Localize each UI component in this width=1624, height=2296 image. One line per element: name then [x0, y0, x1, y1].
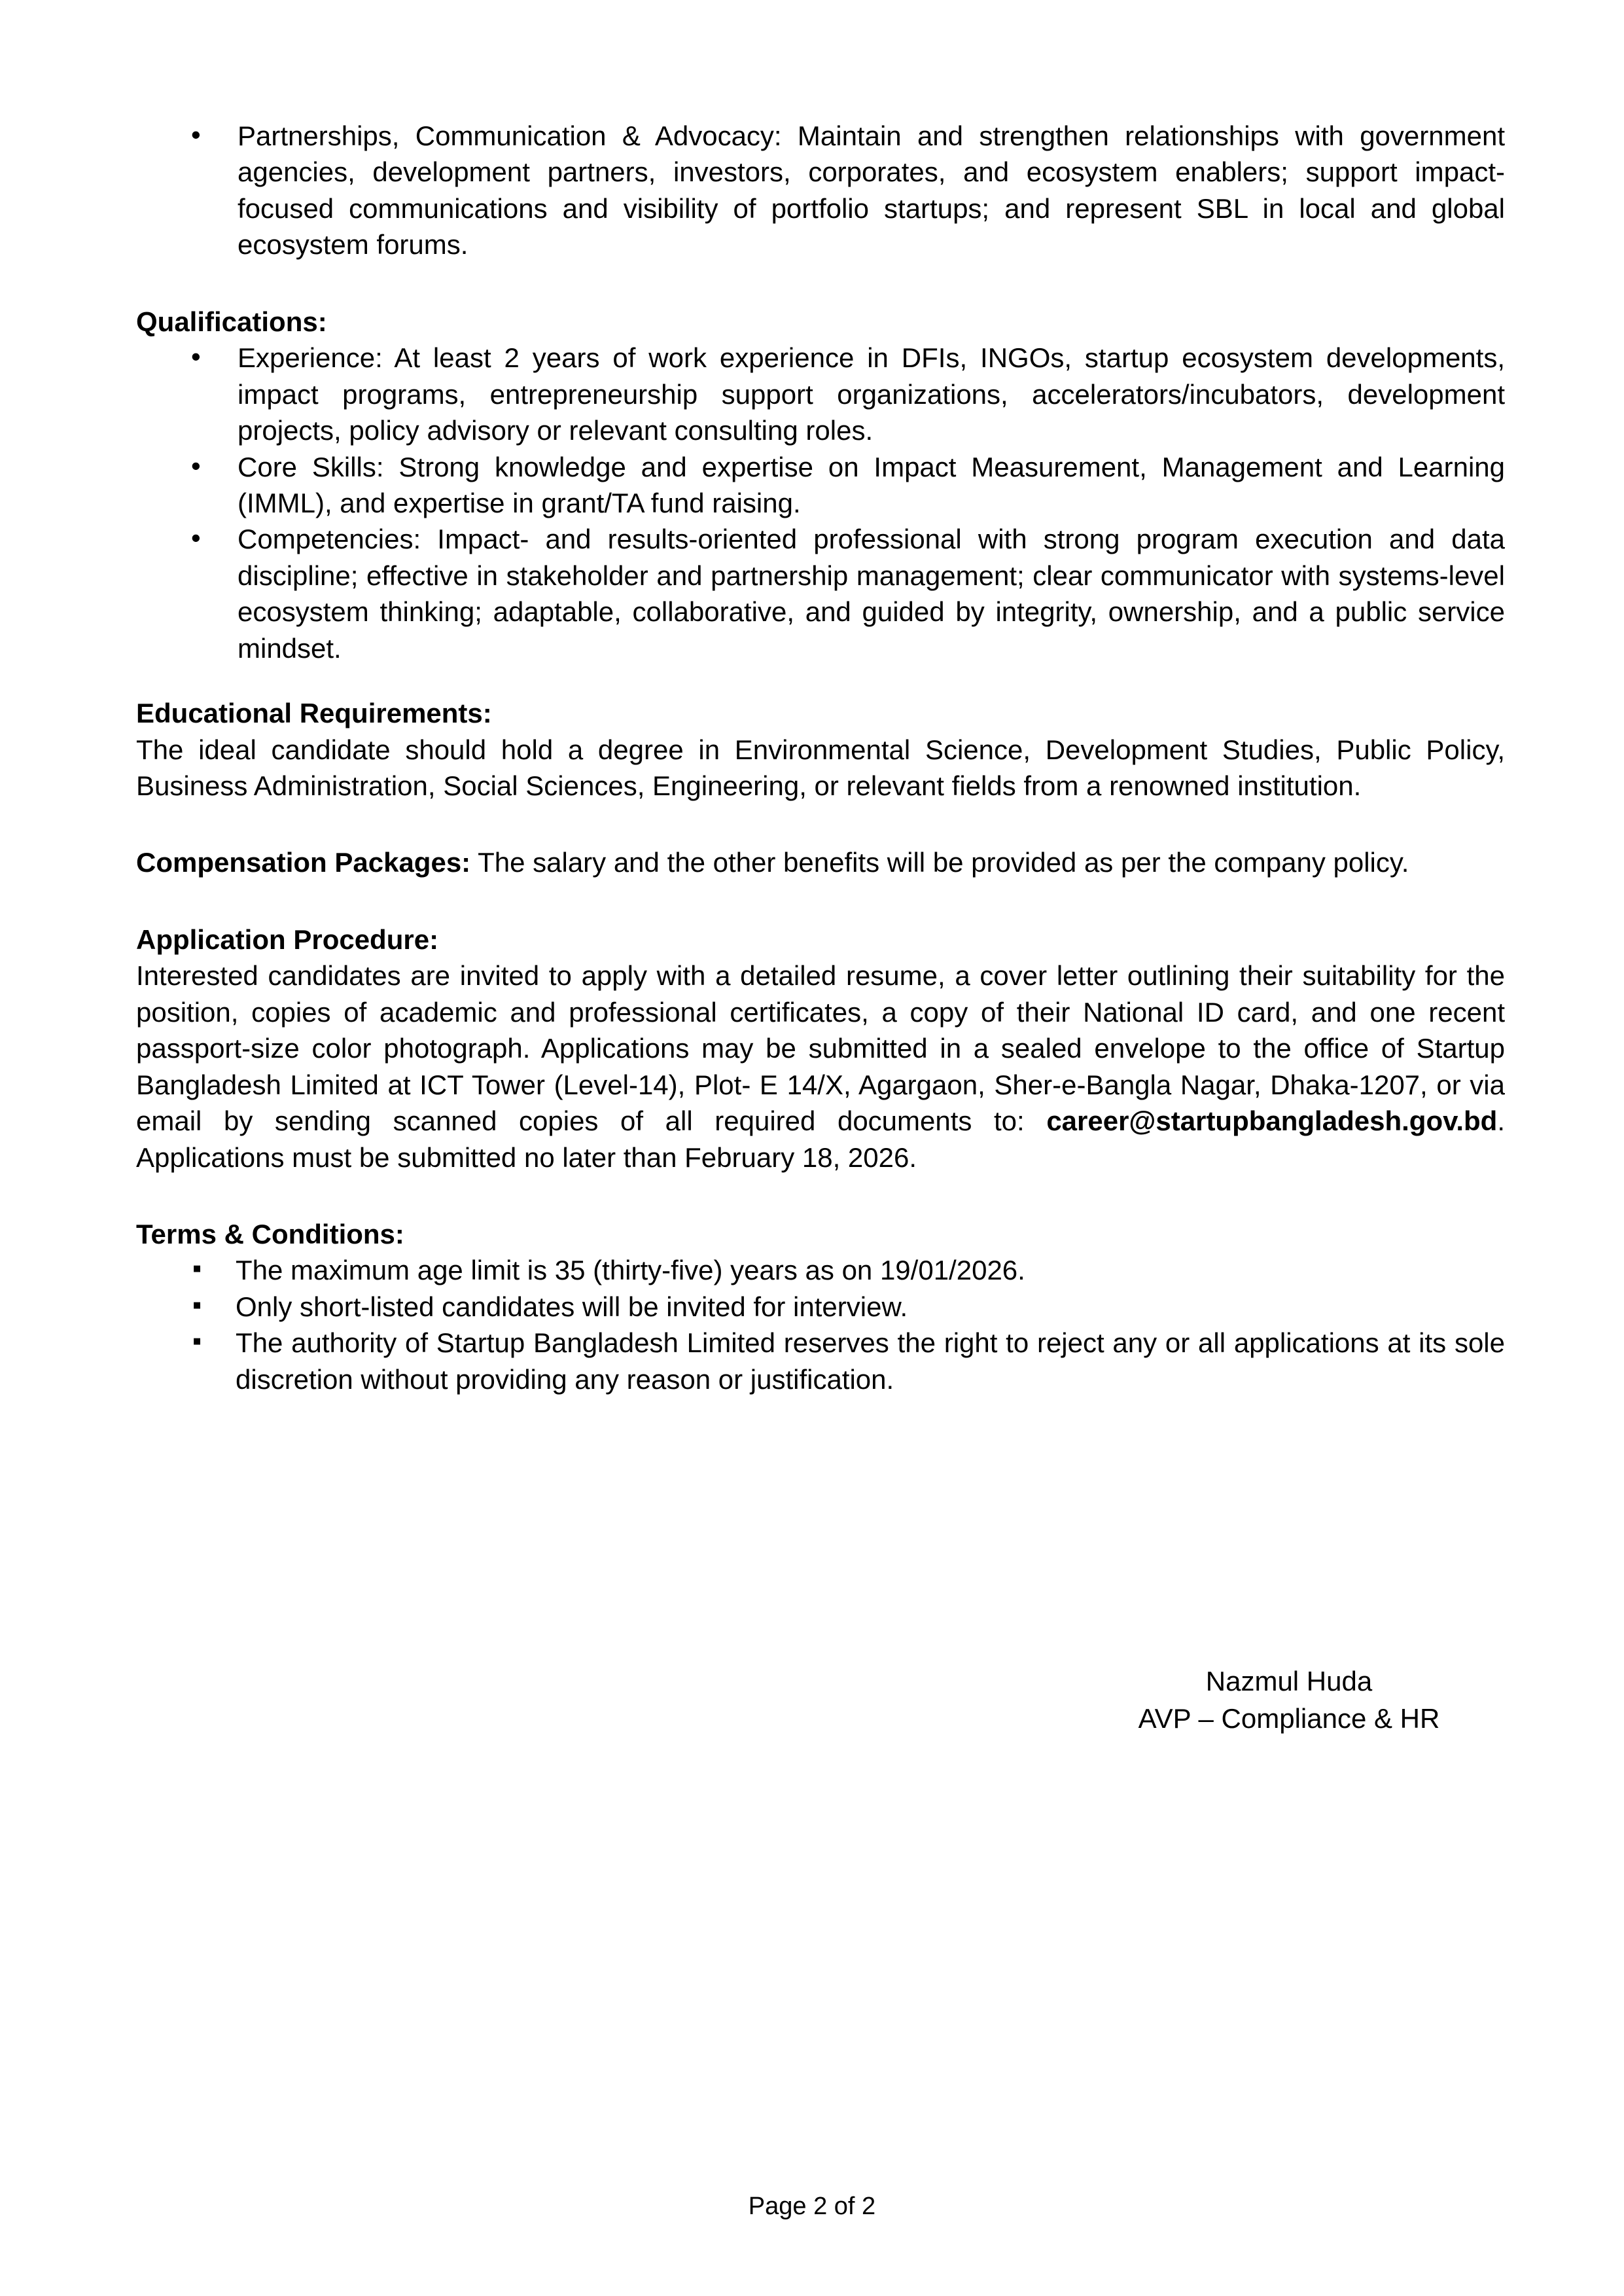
- list-item: [136, 340, 1505, 448]
- list-item: [136, 449, 1505, 522]
- terms-conditions-heading: Terms & Conditions:: [136, 1218, 404, 1249]
- application-procedure-text-part2: . Applications must be submitted no later than February 18, 2026.: [136, 1105, 1505, 1173]
- qualification-text: Core Skills: Strong knowledge and expertise on Impact Measurement, Management and Learning (IMML), and expertise in grant/TA fund raising.: [238, 451, 1505, 518]
- page-content: [136, 118, 1505, 1397]
- qualifications-list: [136, 340, 1505, 666]
- application-procedure-heading-colon: :: [429, 924, 439, 955]
- application-procedure-body: [136, 958, 1505, 1175]
- list-item: [136, 118, 1505, 263]
- educational-requirements-heading: Educational Requirements:: [136, 698, 492, 729]
- term-text: Only short-listed candidates will be invited for interview.: [236, 1291, 908, 1322]
- page-number: Page 2 of 2: [748, 2193, 876, 2220]
- spacer: [136, 881, 1505, 922]
- signatory-designation: AVP – Compliance & HR: [1138, 1703, 1440, 1734]
- spacer: [136, 666, 1505, 695]
- responsibility-text: Partnerships, Communication & Advocacy: Maintain and strengthen relationships with government agencies, development partners, investors, corporates, and ecosystem enablers; support impact-focused communications and visibility of portfolio startups; and represent SBL in local and global ecosystem forums.: [238, 120, 1505, 260]
- compensation-paragraph: [136, 844, 1505, 880]
- list-item: [136, 1325, 1505, 1397]
- list-item: [136, 1252, 1505, 1288]
- qualification-text: Competencies: Impact- and results-oriented professional with strong program execution and data discipline; effective in stakeholder and partnership management; clear communicator with systems-level ecosystem thinking; adaptable, collaborative, and guided by integrity, ownership, and a public service mindset.: [238, 524, 1505, 664]
- compensation-body: The salary and the other benefits will be provided as per the company policy.: [470, 847, 1409, 878]
- compensation-label: Compensation Packages:: [136, 847, 471, 878]
- page-footer: [0, 2193, 1624, 2221]
- spacer: [136, 804, 1505, 844]
- qualification-text: Experience: At least 2 years of work experience in DFIs, INGOs, startup ecosystem developments, impact programs, entrepreneurship support organizations, accelerators/incubators, development projects, policy advisory or relevant consulting roles.: [238, 342, 1505, 446]
- terms-conditions-list: [136, 1252, 1505, 1397]
- application-procedure-heading: [136, 922, 1505, 958]
- spacer: [136, 263, 1505, 304]
- list-item: [136, 1289, 1505, 1325]
- signature-block: [1073, 1662, 1505, 1737]
- application-procedure-heading-text: Application Procedure: [136, 924, 430, 955]
- term-text: The authority of Startup Bangladesh Limited reserves the right to reject any or all applications at its sole discretion without providing any reason or justification.: [236, 1327, 1505, 1395]
- list-item: [136, 521, 1505, 666]
- spacer: [136, 1175, 1505, 1216]
- responsibilities-continued-list: [136, 118, 1505, 263]
- term-text: The maximum age limit is 35 (thirty-five) years as on 19/01/2026.: [236, 1255, 1025, 1286]
- application-procedure-text-part1: Interested candidates are invited to apply with a detailed resume, a cover letter outlining their suitability for the position, copies of academic and professional certificates, a copy of their National ID card, and one recent passport-size color photograph. Applications may be submitted in a sealed envelope to the office of Startup Bangladesh Limited at ICT Tower (Level-14), Plot- E 14/X, Agargaon, Sher-e-Bangla Nagar, Dhaka-1207, or via email by sending scanned copies of all required documents to:: [136, 960, 1505, 1137]
- qualifications-heading: Qualifications:: [136, 306, 327, 337]
- application-email: career@startupbangladesh.gov.bd: [1046, 1105, 1498, 1137]
- signatory-name: Nazmul Huda: [1205, 1666, 1373, 1696]
- educational-requirements-body: The ideal candidate should hold a degree in Environmental Science, Development Studies, Public Policy, Business Administration, Social Sciences, Engineering, or relevant fields from a renowned institution.: [136, 734, 1505, 801]
